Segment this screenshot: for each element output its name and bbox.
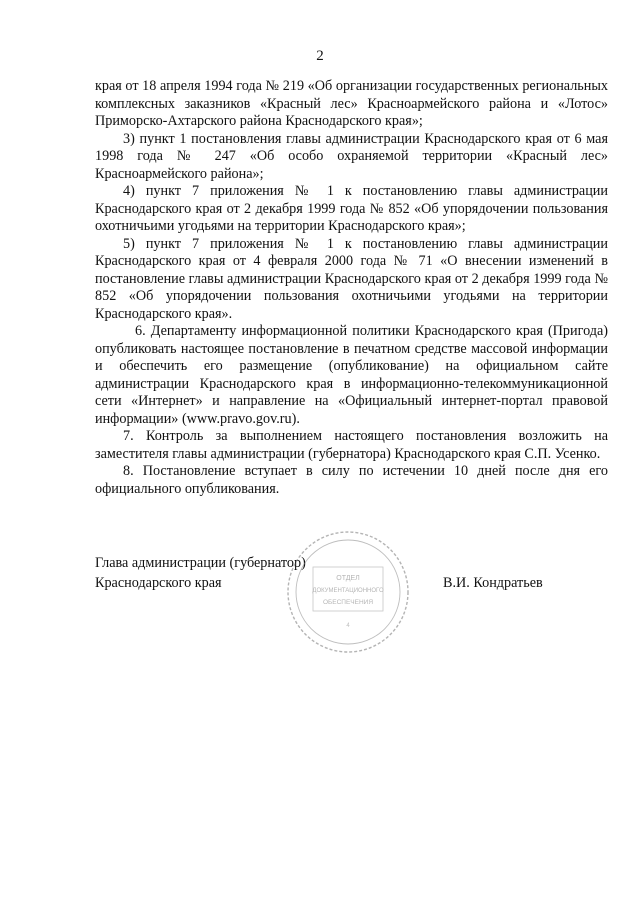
- svg-text:ОТДЕЛ: ОТДЕЛ: [336, 575, 360, 582]
- svg-text:ДОКУМЕНТАЦИОННОГО: ДОКУМЕНТАЦИОННОГО: [312, 588, 384, 594]
- paragraph-item-6: 6. Департаменту информационной политики Краснодарского края (Пригода) опубликовать настоящее постановление в печатном средстве массовой информации и обеспечить его размещение (опубликование) на официальном сайте администрации Краснодарского края в информационно-телекоммуникационной сети «Интернет» и направление на «Официальный интернет-портал правовой информации» (www.pravo.gov.ru).: [95, 323, 608, 427]
- signatory-title: [95, 553, 306, 593]
- page-number: 2: [316, 48, 324, 64]
- svg-text:4: 4: [346, 623, 350, 629]
- paragraph-item-3: 3) пункт 1 постановления главы администрации Краснодарского края от 6 мая 1998 года № 247 «Об особо охраняемой территории «Красный лес» Красноармейского района»;: [95, 130, 608, 182]
- signatory-name: В.И. Кондратьев: [443, 575, 543, 591]
- signatory-title-line1: Глава администрации (губернатор): [95, 555, 306, 571]
- document-body: [95, 78, 608, 498]
- paragraph-item-4: 4) пункт 7 приложения № 1 к постановлению главы администрации Краснодарского края от 2 декабря 1999 года № 852 «Об упорядочении пользования охотничьими угодьями на территории Краснодарского края»;: [95, 183, 608, 234]
- paragraph-item-7: 7. Контроль за выполнением настоящего постановления возложить на заместителя главы администрации (губернатора) Краснодарского края С.П. Усенко.: [95, 428, 608, 462]
- paragraph-item-5: 5) пункт 7 приложения № 1 к постановлению главы администрации Краснодарского края от 4 февраля 2000 года № 71 «О внесении изменений в постановление главы администрации Краснодарского края от 2 декабря 1999 года № 852 «Об упорядочении пользования охотничьими угодьями на территории Краснодарского края».: [95, 235, 608, 322]
- paragraph-item-8: 8. Постановление вступает в силу по истечении 10 дней после дня его официального опубликования.: [95, 463, 608, 497]
- official-stamp: [283, 527, 413, 657]
- svg-text:ОБЕСПЕЧЕНИЯ: ОБЕСПЕЧЕНИЯ: [322, 599, 374, 606]
- paragraph-continuation: края от 18 апреля 1994 года № 219 «Об организации государственных региональных комплексных заказников «Красный лес» Красноармейского района и «Лотос» Приморско-Ахтарского района Краснодарского края»;: [95, 78, 608, 129]
- signatory-title-line2: Краснодарского края: [95, 575, 222, 591]
